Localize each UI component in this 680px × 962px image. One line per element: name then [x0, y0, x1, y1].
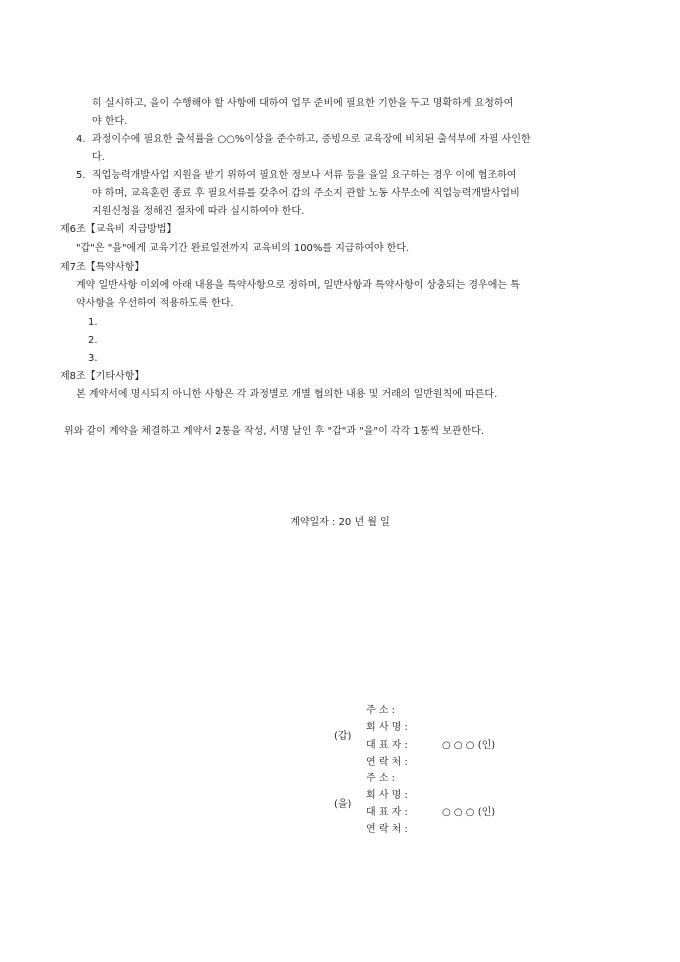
party-b-representative-label: 대 표 자 : [366, 807, 408, 818]
closing-statement: 위와 같이 계약을 체결하고 계약서 2통을 작성, 서명 날인 후 "갑"과 "을"이 각각 1통씩 보관한다. [64, 426, 485, 437]
article6-heading: 제6조【교육비 지급방법】 [60, 224, 177, 235]
item3-continuation-line1: 히 실시하고, 을이 수행해야 할 사항에 대하여 업무 준비에 필요한 기한을 두고 명확하게 요청하여 [92, 98, 514, 109]
item3-continuation-line2: 야 한다. [92, 116, 128, 127]
party-b-address-label: 주 소 : [366, 773, 396, 784]
item5-line3: 지원신청을 정해진 절차에 따라 실시하여야 한다. [92, 206, 305, 217]
party-a-company-label: 회 사 명 : [366, 722, 408, 733]
article7-body-line2: 약사항을 우선하여 적용하도록 한다. [76, 298, 234, 309]
article6-body: "갑"은 "을"에게 교육기간 완료일전까지 교육비의 100%를 지급하여야 한다. [76, 243, 410, 254]
article7-item2: 2. [88, 335, 98, 346]
party-a-address-label: 주 소 : [366, 705, 396, 716]
item5-line2: 야 하며, 교육훈련 종료 후 필요서류를 갖추어 갑의 주소지 관할 노동 사무소에 직업능력개발사업비 [92, 188, 520, 199]
article7-item3: 3. [88, 353, 98, 364]
party-a-contact-label: 연 락 처 : [366, 757, 408, 768]
party-a-representative-label: 대 표 자 : [366, 740, 408, 751]
article8-heading: 제8조【기타사항】 [60, 371, 145, 382]
article8-body: 본 계약서에 명시되지 아니한 사항은 각 과정별로 개별 협의한 내용 및 거래의 일반원칙에 따른다. [76, 389, 498, 400]
article7-item1: 1. [88, 317, 98, 328]
article7-body-line1: 계약 일반사항 이외에 아래 내용을 특약사항으로 정하며, 일반사항과 특약사항이 상충되는 경우에는 특 [76, 280, 520, 291]
party-a-label: (갑) [334, 731, 352, 742]
party-b-label: (을) [334, 799, 352, 810]
item4-number: 4. [76, 134, 86, 145]
party-a-representative-seal: ○ ○ ○ (인) [442, 740, 496, 751]
party-b-contact-label: 연 락 처 : [366, 824, 408, 835]
item5-line1: 직업능력개발사업 지원을 받기 위하여 필요한 정보나 서류 등을 을일 요구하는 경우 이에 협조하여 [92, 170, 517, 181]
party-b-representative-seal: ○ ○ ○ (인) [442, 807, 496, 818]
item4-line2: 다. [92, 152, 105, 163]
article7-heading: 제7조【특약사항】 [60, 262, 145, 273]
contract-date: 계약일자 : 20 년 월 일 [290, 517, 390, 528]
item5-number: 5. [76, 170, 86, 181]
party-b-company-label: 회 사 명 : [366, 790, 408, 801]
item4-line1: 과정이수에 필요한 출석률을 ○○%이상을 준수하고, 증빙으로 교육장에 비치된 출석부에 자필 사인한 [92, 134, 531, 145]
